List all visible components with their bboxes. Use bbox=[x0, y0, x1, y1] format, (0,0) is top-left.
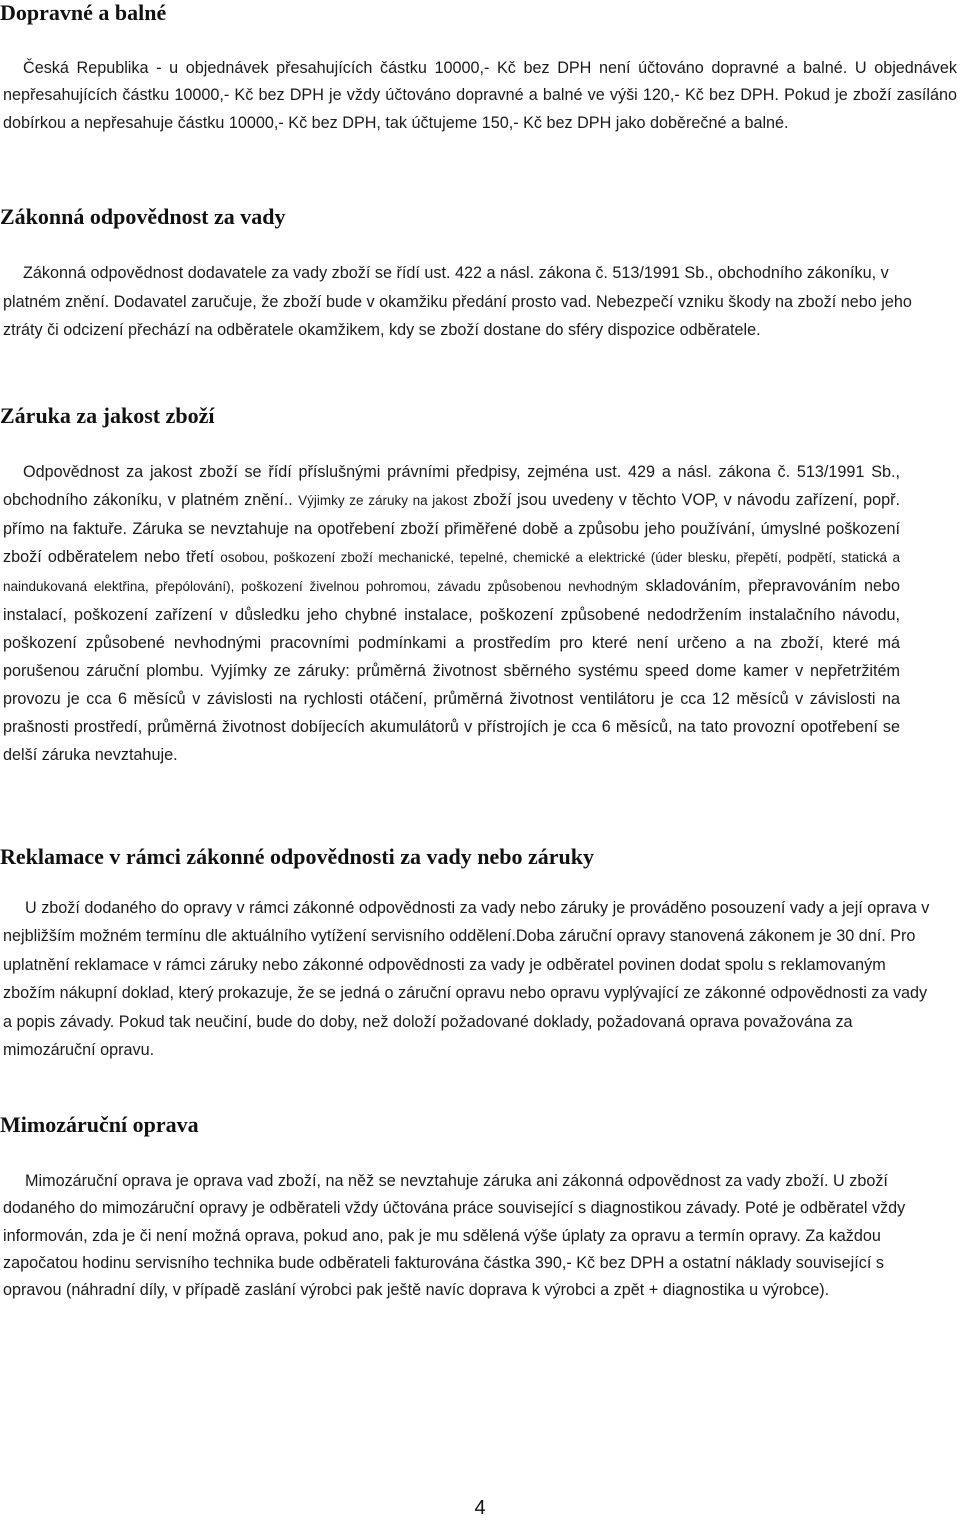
paragraph-warranty: Odpovědnost za jakost zboží se řídí příslušnými právními předpisy, zejména ust. 429 a násl. zákona č. 513/1991 Sb., obchodního zákoníku, v platném znění.. Výjimky ze záruky na jakost zboží jsou uvedeny v těchto VOP, v návodu zařízení, popř. přímo na faktuře. Záruka se nevztahuje na opotřebení zboží přiměřené době a způsobu jeho používání, úmyslné poškození zboží odběratelem nebo třetí osobou, poškození zboží mechanické, tepelné, chemické a elektrické (úder blesku, přepětí, podpětí, statická a naindukovaná elektřina, přepólování), poškození živelnou pohromou, závadu způsobenou nevhodným skladováním, přepravováním nebo instalací, poškození zařízení v důsledku jeho chybné instalace, poškození způsobené nedodržením instalačního návodu, poškození způsobené nevhodnými pracovními podmínkami a prostředím pro které není určeno a na zboží, které má porušenou záruční plombu. Vyjímky ze záruky: průměrná životnost sběrného systému speed dome kamer v nepřetržitém provozu je cca 6 měsíců v závislosti na rychlosti otáčení, průměrná životnost ventilátoru je cca 12 měsíců v závislosti na prašnosti prostředí, průměrná životnost dobíjecích akumulátorů v přístrojích je cca 6 měsíců, na tato provozní opotřebení se delší záruka nevztahuje. bbox=[3, 463, 901, 764]
paragraph-claims: U zboží dodaného do opravy v rámci zákonné odpovědnosti za vady nebo záruky je prováděno posouzení vady a její oprava v nejbližším možném termínu dle aktuálního vytížení servisního oddělení.Doba záruční opravy stanovená zákonem je 30 dní. Pro uplatnění reklamace v rámci záruky nebo zákonné odpovědnosti za vady je odběratel povinen dodat spolu s reklamovaným zbožím nákupní doklad, který prokazuje, že se jedná o záruční opravu nebo opravu vyplývající ze zákonné odpovědnosti za vady a popis závady. Pokud tak neučiní, bude do doby, než doloží požadované doklady, požadovaná oprava považována za mimozáruční opravu. bbox=[3, 899, 930, 1060]
heading-warranty: Záruka za jakost zboží bbox=[0, 403, 215, 428]
paragraph-shipping bbox=[0, 55, 960, 137]
heading-liability: Zákonná odpovědnost za vady bbox=[0, 204, 286, 229]
section-out-of-warranty bbox=[0, 1112, 960, 1304]
text-shipping: Česká Republika - u objednávek přesahujících částku 10000,- Kč bez DPH není účtováno dopravné a balné. U objednávek nepřesahujících částku 10000,- Kč bez DPH je vždy účtováno dopravné a balné ve výši 120,- Kč bez DPH. Pokud je zboží zasíláno dobírkou a nepřesahuje částku 10000,- Kč bez DPH, tak účtujeme 150,- Kč bez DPH jako doběrečné a balné. bbox=[3, 59, 957, 132]
heading-shipping: Dopravné a balné bbox=[0, 0, 167, 25]
paragraph-liability: Zákonná odpovědnost dodavatele za vady zboží se řídí ust. 422 a násl. zákona č. 513/1991 Sb., obchodního zákoníku, v platném znění. Dodavatel zaručuje, že zboží bude v okamžiku předání prosto vad. Nebezpečí vzniku škody na zboží nebo jeho ztráty či odcizení přechází na odběratele okamžikem, kdy se zboží dostane do sféry dispozice odběratele. bbox=[3, 264, 912, 339]
section-claims bbox=[0, 844, 960, 1064]
section-shipping bbox=[0, 0, 960, 137]
heading-claims: Reklamace v rámci zákonné odpovědnosti za vady nebo záruky bbox=[0, 844, 594, 869]
section-liability bbox=[0, 204, 960, 345]
page-number: 4 bbox=[474, 1497, 486, 1519]
paragraph-out-of-warranty: Mimozáruční oprava je oprava vad zboží, na něž se nevztahuje záruka ani zákonná odpovědnost za vady zboží. U zboží dodaného do mimozáruční opravy je odběrateli vždy účtována práce související s diagnostikou závady. Poté je odběratel vždy informován, zda je či není možná oprava, pokud ano, pak je mu sdělená výše úplaty za opravu a termín opravy. Za každou započatou hodinu servisního technika bude odběrateli fakturována částka 390,- Kč bez DPH a ostatní náklady související s opravou (náhradní díly, v případě zaslání výrobci pak ještě navíc doprava k výrobci a zpět + diagnostika u výrobce). bbox=[3, 1172, 906, 1300]
section-warranty bbox=[0, 403, 960, 769]
heading-out-of-warranty: Mimozáruční oprava bbox=[0, 1112, 199, 1137]
